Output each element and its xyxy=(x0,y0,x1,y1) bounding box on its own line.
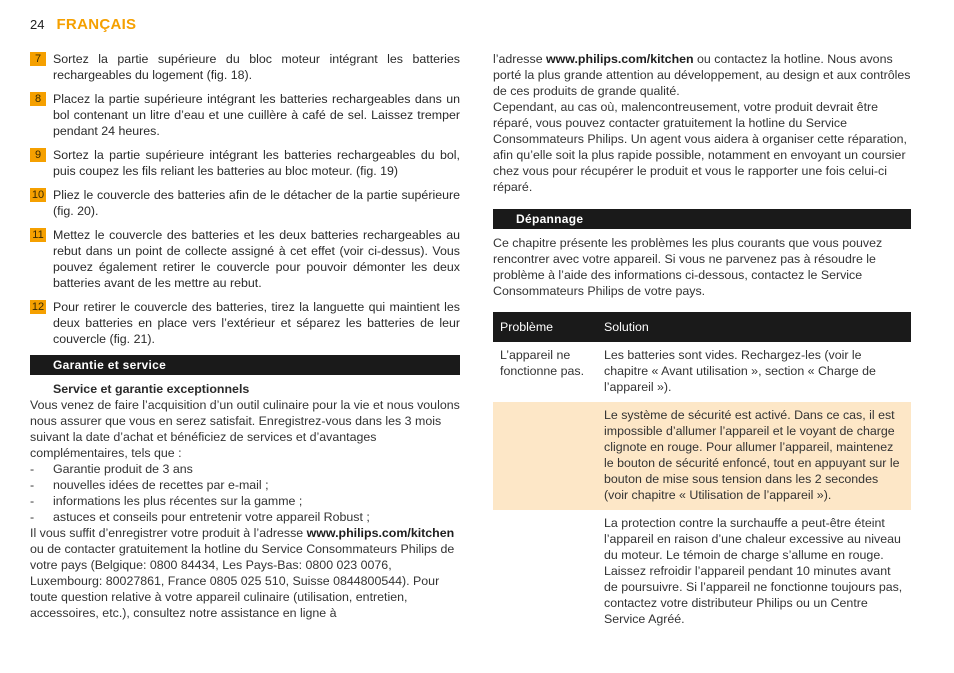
step-text: Sortez la partie supérieure intégrant les batteries rechargeables du bol, puis coupez les fils reliant les batteries au bloc moteur. (fig. 19) xyxy=(53,148,460,178)
list-item: - informations les plus récentes sur la gamme ; xyxy=(30,493,460,509)
list-item: - Garantie produit de 3 ans xyxy=(30,461,460,477)
step-item xyxy=(30,91,460,139)
register-text-pre: Il vous suffit d’enregistrer votre produit à l’adresse xyxy=(30,526,307,540)
warranty-subtitle: Service et garantie exceptionnels xyxy=(53,382,250,396)
step-item xyxy=(30,147,460,179)
column-header-problem: Problème xyxy=(493,312,597,342)
benefits-list xyxy=(30,461,460,525)
list-item: - astuces et conseils pour entretenir votre appareil Robust ; xyxy=(30,509,460,525)
step-item xyxy=(30,299,460,347)
support-text-pre: l’adresse xyxy=(493,52,547,66)
solution-cell: La protection contre la surchauffe a peut-être éteint l’appareil en raison d’une chaleur excessive au niveau du moteur. Le témoin de charge s’allume en rouge. Laissez refroidir l’appareil pendant 10 minutes avant de poursuivre. Si l’appareil ne fonctionne toujours pas, contactez votre distributeur Philips ou un Centre Service Agréé. xyxy=(604,516,903,626)
table-row xyxy=(493,402,911,510)
philips-kitchen-link[interactable]: www.philips.com/kitchen xyxy=(306,526,455,540)
step-text: Pour retirer le couvercle des batteries, tirez la languette qui maintient les deux batteries en place vers l’extérieur et séparez les batteries de leur couvercle (fig. 21). xyxy=(53,300,460,346)
troubleshooting-section-title: Dépannage xyxy=(493,209,911,229)
language-heading: FRANÇAIS xyxy=(56,16,137,33)
step-number: 12 xyxy=(31,301,45,313)
step-item xyxy=(30,227,460,291)
troubleshooting-table xyxy=(493,312,911,634)
warranty-section-title: Garantie et service xyxy=(30,355,460,375)
solution-cell: Les batteries sont vides. Rechargez-les (voir le chapitre « Avant utilisation », section « Charge de l’appareil »). xyxy=(604,348,876,394)
problem-cell xyxy=(493,402,597,510)
repair-paragraph: Cependant, au cas où, malencontreusement, votre produit devrait être réparé, vous pouvez contacter gratuitement la hotline du Service Consommateurs Philips. Un agent vous aidera à organiser cette réparation, afin qu’elle soit la plus rapide possible, notamment en envoyant un coursier chez vous pour récupérer le produit et vous le rapporter une fois celui-ci réparé. xyxy=(493,100,907,194)
page-header xyxy=(30,16,136,38)
warranty-intro: Vous venez de faire l’acquisition d’un outil culinaire pour la vie et nous voulons nous assurer que vous en serez satisfait. Enregistrez-vous dans les 3 mois suivant la date d’achat et bénéficiez de services et d’avantages complémentaires, tels que : xyxy=(30,398,460,460)
table-header-row xyxy=(493,312,911,342)
step-number: 10 xyxy=(31,189,45,201)
solution-cell: Le système de sécurité est activé. Dans ce cas, il est impossible d’allumer l’appareil et le voyant de charge clignote en rouge. Pour allumer l’appareil, maintenez le bouton de sécurité enfoncé, tout en appuyant sur le bouton de mise sous tension dans les 2 secondes (voir chapitre « Utilisation de l’appareil »). xyxy=(597,402,911,510)
step-item xyxy=(30,187,460,219)
register-text-post: ou de contacter gratuitement la hotline du Service Consommateurs Philips de votre pays (Belgique: 0800 84434, Les Pays-Bas: 0800 023 0076, Luxembourg: 80027861, France 0805 025 510, Suisse 0844800544). Pour toute question relative à votre appareil culinaire (utilisation, entretien, accessoires, etc.), consultez notre assistance en ligne à xyxy=(30,542,455,620)
page-number: 24 xyxy=(30,17,45,32)
problem-cell: L’appareil ne fonctionne pas. xyxy=(500,348,585,378)
step-item xyxy=(30,51,460,83)
step-number: 9 xyxy=(30,148,46,162)
step-text: Mettez le couvercle des batteries et les deux batteries rechargeables au rebut dans un point de collecte assigné à cet effet (voir ci-dessus). Vous pouvez également retirer le couvercle pour pouvoir démonter les deux batteries avant de les mettre au rebut. xyxy=(53,228,460,290)
support-text-post: ou contactez la hotline. Nous avons porté la plus grande attention au développement, au design et aux contrôles de ces produits de grande qualité. xyxy=(493,52,911,98)
step-text: Placez la partie supérieure intégrant les batteries rechargeables dans un bol contenant un litre d’eau et une cuillère à café de sel. Laissez tremper pendant 24 heures. xyxy=(53,92,460,138)
step-number: 7 xyxy=(30,52,46,66)
table-row xyxy=(493,342,911,402)
step-number: 11 xyxy=(30,228,46,242)
right-column xyxy=(493,51,911,634)
list-item: - nouvelles idées de recettes par e-mail ; xyxy=(30,477,460,493)
problem-cell xyxy=(493,510,597,634)
left-column xyxy=(30,51,460,621)
support-paragraph xyxy=(493,51,911,99)
step-text: Pliez le couvercle des batteries afin de le détacher de la partie supérieure (fig. 20). xyxy=(53,188,460,218)
table-row xyxy=(493,510,911,634)
troubleshooting-intro: Ce chapitre présente les problèmes les plus courants que vous pouvez rencontrer avec votre appareil. Si vous ne parvenez pas à résoudre le problème à l’aide des informations ci-dessous, contactez le Service Consommateurs Philips de votre pays. xyxy=(493,236,883,298)
philips-kitchen-link[interactable]: www.philips.com/kitchen xyxy=(546,52,694,66)
register-paragraph xyxy=(30,525,460,621)
step-number: 8 xyxy=(30,92,46,106)
column-header-solution: Solution xyxy=(597,312,911,342)
step-text: Sortez la partie supérieure du bloc moteur intégrant les batteries rechargeables du logement (fig. 18). xyxy=(53,52,460,82)
